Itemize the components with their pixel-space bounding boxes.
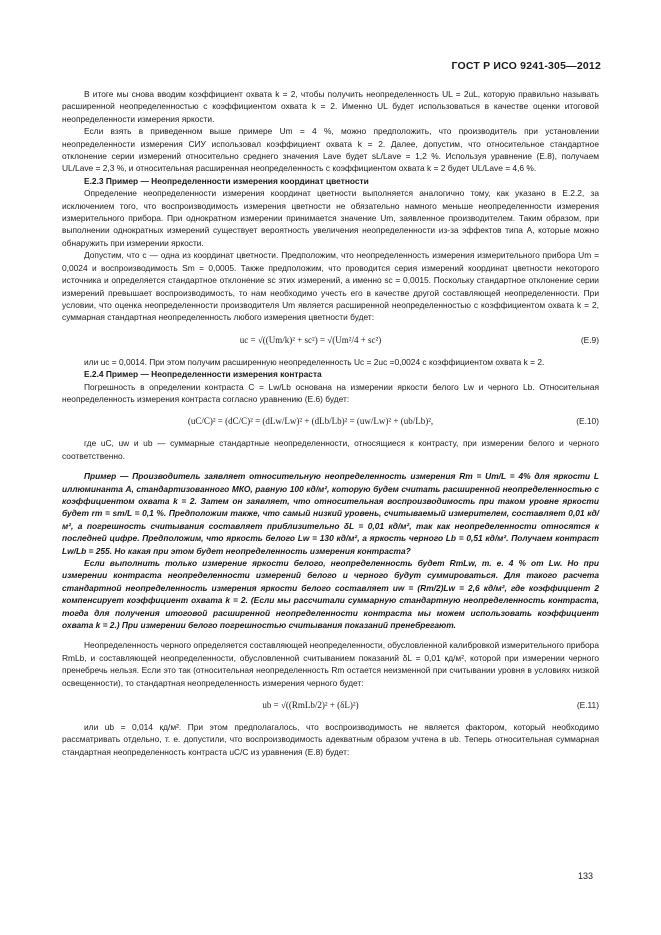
paragraph-expanded-uncertainty: В итоге мы снова вводим коэффициент охвата k = 2, чтобы получить неопределенность UL = 2uL, которую правильно называть расширенной неопределенностью с коэффициентом охвата k = 2. Именно UL будет использоваться в качестве оценки итоговой неопределенности измерения яркости. (62, 89, 599, 124)
section-heading-e24: E.2.4 Пример — Неопределенности измерения контраста (84, 369, 322, 380)
paragraph-contrast-intro: Погрешность в определении контраста C = Lw/Lb основана на измерении яркости белого Lw и черного Lb. Относительная неопределенность измерения контраста согласно уравнению (E.6) будет: (62, 381, 599, 404)
equation-e10-number: (E.10) (576, 416, 599, 427)
equation-e10 (62, 407, 599, 435)
paragraph-black-uncertainty: Неопределенность черного определяется составляющей неопределенности, обусловленной калибровкой измерительного прибора RmLb, и составляющей неопределенности, обусловленной считыванием показаний δL = 0,01 кд/м², которой при измерении черного пренебречь нельзя. Если это так (относительная неопределенность Rm остается неизменной при считывании уровня в условиях низкой освещенности), то стандартная неопределенность измерения черного будет: (62, 640, 599, 688)
paragraph-chromaticity-result: или uc = 0,0014. При этом получим расширенную неопределенность Uc = 2uc =0,0024 с коэффициентом охвата k = 2. (84, 356, 545, 367)
equation-e9-formula: uc = √((Um/k)² + sc²) = √(Um²/4 + sc²) (239, 334, 382, 345)
paragraph-chromaticity-example: Допустим, что c — одна из координат цветности. Предположим, что неопределенность измерения измерительного прибора Um = 0,0024 и воспроизводимость Sm = 0,0005. Также предположим, что проводится серия измерений координат цветности некоторого источника и определяется стандартное отклонение sc этих измерений, а именно sc = 0,0015. Поскольку стандартное отклонение серии измерений превышает воспроизводимость, то нам необходимо учесть его в качестве другой составляющей неопределенности. При условии, что оценка неопределенности производителя Um является расширенной неопределенностью с коэффициентом охвата k = 2, суммарная стандартная неопределенность любого измерения цветности будет: (62, 250, 599, 323)
equation-e9-number: (E.9) (580, 334, 599, 345)
paragraph-contrast-result: или ub = 0,014 кд/м². При этом предполагалось, что воспроизводимость не является фактором, который необходимо рассматривать отдельно, т. е. допустили, что воспроизводимость адекватным образом учтена в ub. Теперь относительная суммарная стандартная неопределенность контраста uC/C из уравнения (E.8) будет: (62, 722, 599, 757)
equation-e10-formula: (uC/C)² = (dC/C)² = (dLw/Lw)² + (dLb/Lb)² = (uw/Lw)² + (ub/Lb)², (187, 416, 434, 427)
paragraph-chromaticity-intro: Определение неопределенности измерения координат цветности выполняется аналогично тому, как указано в E.2.2, за исключением того, что воспроизводимость измерения цветности не обязательно намного меньше неопределенности измерения измерительного прибора. При однократном измерении принимается значение Um, заявленное производителем. Таким образом, при выполнении однократных измерений существует вероятность увеличения неопределенности из-за эффектов типа A, которые можно обнаружить при измерении яркости. (62, 188, 599, 248)
page-content (62, 88, 599, 758)
page-number: 133 (578, 871, 594, 881)
equation-e9 (62, 326, 599, 354)
paragraph-contrast-where: где uC, uw и ub — суммарные стандартные неопределенности, относящиеся к контрасту, при измерении белого и черного соответственно. (62, 438, 599, 461)
section-heading-e23: E.2.3 Пример — Неопределенности измерения координат цветности (84, 175, 369, 186)
example-paragraph-1: Пример — Производитель заявляет относительную неопределенность измерения Rm = Um/L = 4% для яркости L иллюминанта A, стандартизованного МКО, равную 100 кд/м², которую будем считать расширенной неопределенностью с коэффициентом охвата k = 2. Затем он заявляет, что относительная воспроизводимость при таком уровне яркости будет rm = sm/L = 0,1 %. Предположим также, что самый низкий уровень, считываемый измерителем, составляет 0,01 кд/м², а погрешность считывания составляет приблизительно δL = 0,01 кд/м², так как неопределенности относятся к последней цифре. Предположим, что яркость белого Lw = 130 кд/м², а яркость черного Lb = 0,51 кд/м². Получаем контраст Lw/Lb = 255. Но какая при этом будет неопределенность измерения контраста? (62, 471, 599, 556)
equation-e11 (62, 691, 599, 719)
equation-e11-number: (E.11) (576, 699, 599, 710)
paragraph-example-calculation: Если взять в приведенном выше примере Um = 4 %, можно предположить, что производитель при установлении неопределенности измерения СИУ использовал коэффициент охвата k = 2. Далее, допустим, что относительное стандартное отклонение серии измерений относительно среднего значения Lave будет sL/Lave = 1,2 %. Используя уравнение (E.8), получаем UL/Lave = 2,3 %, и относительная расширенная неопределенность с коэффициентом охвата k = 2 будет UL/Lave = 4,6 %. (62, 126, 599, 174)
standard-header: ГОСТ Р ИСО 9241-305—2012 (451, 60, 601, 72)
equation-e11-formula: ub = √((RmLb/2)² + (δL)²) (262, 699, 359, 710)
example-paragraph-2: Если выполнить только измерение яркости белого, неопределенность будет RmLw, т. е. 4 % от Lw. Но при измерении контраста неопределенности измерений белого и черного будут суммироваться. Для такого расчета стандартной неопределенность измерения яркости белого составляет uw = (Rm/2)Lw = 2,6 кд/м², где коэффициент 2 компенсирует коэффициент охвата k = 2. (Если мы рассчитали суммарную стандартную неопределенность контраста, тогда для получения итоговой расширенной неопределенности контраста мы можем использовать коэффициент охвата k = 2.) При измерении белого погрешностью считывания показаний пренебрегают. (62, 558, 599, 631)
